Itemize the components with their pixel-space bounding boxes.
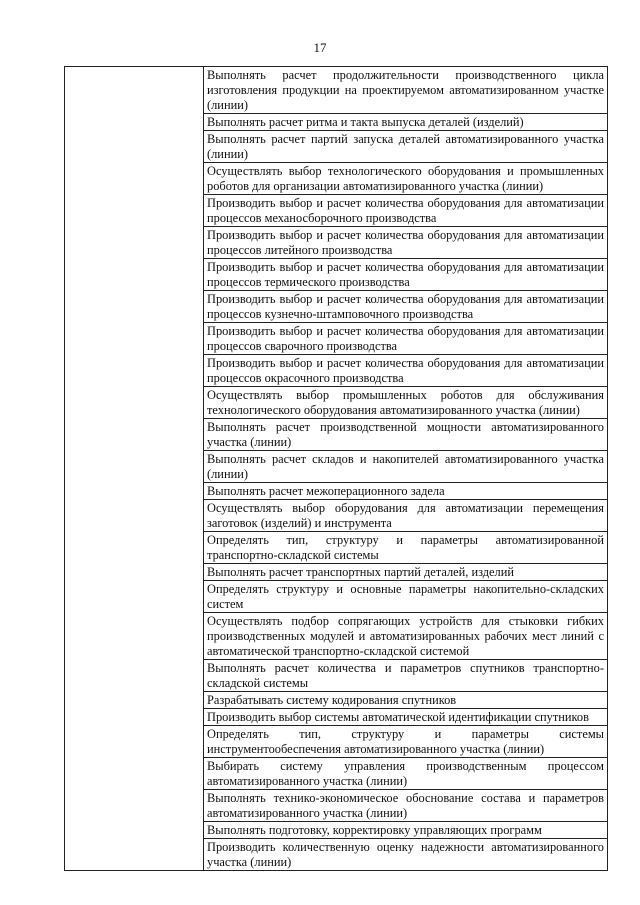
skill-row-6: Производить выбор и расчет количества оборудования для автоматизации процессов литейного производства xyxy=(204,227,607,259)
skill-row-14: Выполнять расчет межоперационного задела xyxy=(204,483,607,500)
skill-row-1: Выполнять расчет продолжительности производственного цикла изготовления продукции на проектируемом автоматизированном участке (линии) xyxy=(204,67,607,114)
skill-row-21: Разрабатывать систему кодирования спутников xyxy=(204,692,607,709)
skill-row-23: Определять тип, структуру и параметры системы инструментообеспечения автоматизированного участка (линии) xyxy=(204,726,607,758)
skill-row-22: Производить выбор системы автоматической идентификации спутников xyxy=(204,709,607,726)
skill-row-13: Выполнять расчет складов и накопителей автоматизированного участка (линии) xyxy=(204,451,607,483)
skill-row-16: Определять тип, структуру и параметры автоматизированной транспортно-складской системы xyxy=(204,532,607,564)
skill-row-27: Производить количественную оценку надежности автоматизированного участка (линии) xyxy=(207,840,604,869)
skill-row-18: Определять структуру и основные параметры накопительно-складских систем xyxy=(204,581,607,613)
skill-row-19: Осуществлять подбор сопрягающих устройств для стыковки гибких производственных модулей и автоматизированных рабочих мест линий с автоматической транспортно-складской системой xyxy=(204,613,607,660)
competency-table xyxy=(64,66,608,871)
skill-row-4: Осуществлять выбор технологического оборудования и промышленных роботов для организации автоматизированного участка (линии) xyxy=(204,163,607,195)
skill-row-5: Производить выбор и расчет количества оборудования для автоматизации процессов механосборочного производства xyxy=(204,195,607,227)
skill-row-9: Производить выбор и расчет количества оборудования для автоматизации процессов сварочного производства xyxy=(204,323,607,355)
skill-row-12: Выполнять расчет производственной мощности автоматизированного участка (линии) xyxy=(204,419,607,451)
skill-row-11: Осуществлять выбор промышленных роботов для обслуживания технологического оборудования автоматизированного участка (линии) xyxy=(204,387,607,419)
empty-left-cell xyxy=(65,67,204,871)
skill-row-24: Выбирать систему управления производственным процессом автоматизированного участка (линии) xyxy=(204,758,607,790)
skill-row-2: Выполнять расчет ритма и такта выпуска деталей (изделий) xyxy=(204,114,607,131)
skill-row-7: Производить выбор и расчет количества оборудования для автоматизации процессов термического производства xyxy=(204,259,607,291)
skills-list xyxy=(204,67,607,870)
skill-row-3: Выполнять расчет партий запуска деталей автоматизированного участка (линии) xyxy=(204,131,607,163)
table-row xyxy=(65,67,608,871)
skill-row-15: Осуществлять выбор оборудования для автоматизации перемещения заготовок (изделий) и инструмента xyxy=(204,500,607,532)
skills-cell xyxy=(204,67,608,871)
skill-row-17: Выполнять расчет транспортных партий деталей, изделий xyxy=(204,564,607,581)
page-number: 17 xyxy=(313,40,327,55)
skill-row-25: Выполнять технико-экономическое обоснование состава и параметров автоматизированного участка (линии) xyxy=(204,790,607,822)
skill-row-26: Выполнять подготовку, корректировку управляющих программ xyxy=(204,822,607,839)
skill-row-8: Производить выбор и расчет количества оборудования для автоматизации процессов кузнечно-штамповочного производства xyxy=(204,291,607,323)
skill-row-20: Выполнять расчет количества и параметров спутников транспортно-складской системы xyxy=(204,660,607,692)
skill-row-10: Производить выбор и расчет количества оборудования для автоматизации процессов окрасочного производства xyxy=(204,355,607,387)
